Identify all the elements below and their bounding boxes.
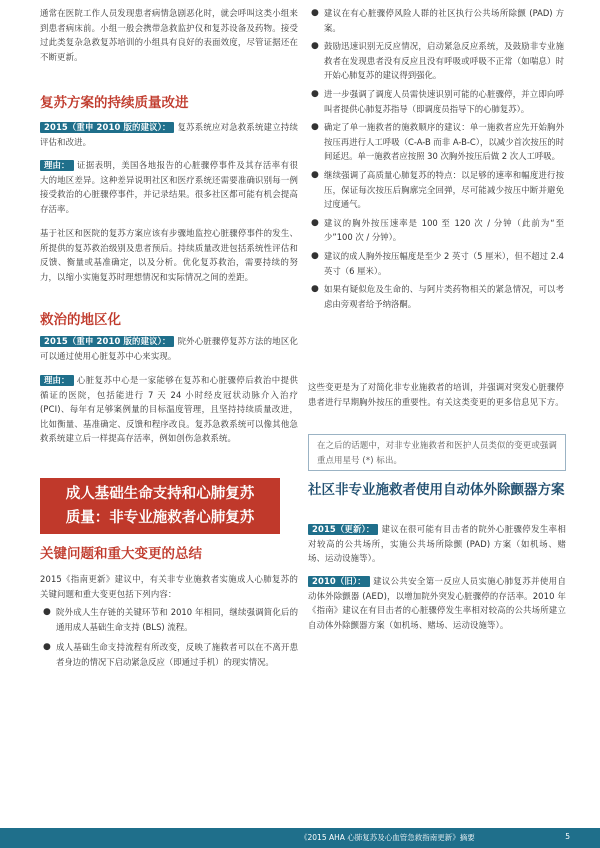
key-change-bullet [308,216,564,245]
changes-summary-paragraph: 这些变更是为了对简化非专业施救者的培训，并强调对突发心脏骤停患者进行早期胸外按压的重要性。有关这类变更的更多信息见下方。 [308,382,564,407]
bullet-icon: ● [311,88,319,99]
bullet-icon: ● [311,8,319,18]
banner-line-2: 质量：非专业施救者心肺复苏 [65,510,255,526]
bullet-text: 继续强调了高质量心肺复苏的特点：以足够的速率和幅度进行按压，保证每次按压后胸廓完全回弹，尽可能减少按压中断并避免过度通气。 [324,169,564,210]
banner-line-1: 成人基础生命支持和心肺复苏 [65,486,255,502]
bullet-text: 建议的胸外按压速率是 100 至 120 次 / 分钟（此前为“至少”100 次 / 分钟）。 [324,217,564,243]
bullet-text: 建议在有心脏骤停风险人群的社区执行公共场所除颤 (PAD) 方案。 [324,8,564,33]
key-change-bullet [308,6,564,35]
old-tag: 2010（旧）： [308,576,370,587]
bullet-text: 建议的成人胸外按压幅度是至少 2 英寸（5 厘米），但不超过 2.4 英寸（6 厘米）。 [324,250,564,276]
summary-intro: 2015《指南更新》建议中，有关非专业施救者实施成人心肺复苏的关键问题和重大变更包括下列内容： [40,574,298,599]
bullet-icon: ● [311,41,319,52]
aed-recommendation-2010 [308,574,566,632]
quality-recommendation [40,120,298,149]
update-tag: 2015（更新）： [308,524,378,535]
bullet-text: 成人基础生命支持流程有所改变，反映了施救者可以在不离开患者身边的情况下启动紧急反应（即通过手机）的现实情况。 [56,642,298,667]
section-banner [40,478,280,534]
regionalization-reason [40,373,298,446]
recommendation-tag: 2015（重申 2010 版的建议）： [40,122,174,133]
reason-tag: 理由： [40,375,74,386]
section-heading-aed: 社区非专业施救者使用自动体外除颤器方案 [308,482,565,498]
reason-tag: 理由： [40,160,74,171]
summary-bullet-list [40,605,298,669]
bullet-text: 如果有疑似危及生命的、与阿片类药物相关的紧急情况，可以考虑由旁观者给予纳洛酮。 [324,284,564,309]
bullet-icon: ● [311,250,319,261]
section-heading-summary: 关键问题和重大变更的总结 [40,546,202,562]
quality-paragraph: 基于社区和医院的复苏方案应该有步骤地监控心脏骤停事件的发生、所提供的复苏救治级别及患者预后。持续质量改进包括系统性评估和反馈、衡量或基准确定，以及分析。优化复苏救治，需要持续的努力，以缩小实施复苏时理想情况和实际情况之间的差距。 [40,228,298,282]
key-change-bullet [308,39,564,83]
bullet-icon: ● [43,607,51,617]
aed-recommendation-2015 [308,522,566,566]
key-change-bullet [308,87,564,116]
recommendation-text: 院外心脏骤停复苏方法的地区化可以通过使用心脏复苏中心来实现。 [40,336,298,361]
bullet-icon: ● [43,642,51,653]
page-footer [0,828,600,848]
regionalization-recommendation [40,334,298,363]
bullet-icon: ● [311,217,319,228]
reason-text: 心脏复苏中心是一家能够在复苏和心脏骤停后救治中提供循证的医院，包括能进行 7 天 24 小时经皮冠状动脉介入治疗 (PCI)、每年有足够案例量的目标温度管理，且坚持持续质量改进，比如衡量、基准确定、反馈和程序改良。复苏急救系统可以像其他急救系统建立后一样提高存活率，例如创伤急救系统。 [40,375,298,444]
page-number: 5 [565,832,570,841]
bullet-icon: ● [311,169,319,180]
reason-text: 证据表明，美国各地报告的心脏骤停事件及其存活率有很大的地区差异。这种差异说明社区和医疗系统还需要准确识别每一例接受救治的心脏骤停事件，并记录结果。很多社区都可能有机会提高存活率。 [40,160,298,214]
bullet-text: 进一步强调了调度人员需快速识别可能的心脏骤停，并立即向呼叫者提供心肺复苏指导（即调度员指导下的心肺复苏）。 [324,88,564,114]
intro-paragraph: 通常在医院工作人员发现患者病情急剧恶化时，就会呼叫这类小组来到患者病床前。小组一般会携带急救监护仪和复苏设备及药物。接受过此类复杂急救复苏培训的小组具有良好的表面效度，尽管证据还在不断更新。 [40,8,298,62]
key-changes-bullet-list [308,6,564,311]
bullet-icon: ● [311,122,319,133]
summary-bullet [40,640,298,669]
summary-bullet [40,605,298,634]
bullet-icon: ● [311,284,319,295]
recommendation-text: 复苏系统应对急救系统建立持续评估和改进。 [40,122,298,147]
section-heading-regionalization: 救治的地区化 [40,312,121,328]
key-change-bullet [308,168,564,212]
key-change-bullet [308,120,564,164]
recommendation-tag: 2015（重申 2010 版的建议）： [40,336,174,347]
recommendation-text: 建议公共安全第一反应人员实施心肺复苏并使用自动体外除颤器 (AED)，以增加院外突发心脏骤停的存活率。2010 年《指南》建议在有目击者的心脏骤停发生率相对较高的公共场所建立自动体外除颤器方案（如机场、赌场、运动设施等）。 [308,576,566,630]
asterisk-note-text: 在之后的话题中，对非专业施救者和医护人员类似的变更或强调重点用星号 (*) 标出。 [317,440,557,465]
asterisk-note-box [308,434,566,471]
key-change-bullet [308,249,564,278]
bullet-text: 院外成人生存链的关键环节和 2010 年相同，继续强调简化后的通用成人基础生命支持 (BLS) 流程。 [56,607,298,632]
key-change-bullet [308,282,564,311]
section-heading-quality: 复苏方案的持续质量改进 [40,95,189,111]
bullet-text: 鼓励迅速识别无反应情况，启动紧急反应系统，及鼓励非专业施救者在发现患者没有反应且没有呼吸或呼吸不正常（如喘息）时开始心肺复苏的建议得到强化。 [324,41,564,81]
recommendation-text: 建议在很可能有目击者的院外心脏骤停发生率相对较高的公共场所，实施公共场所除颤 (PAD) 方案（如机场、赌场、运动设施等）。 [308,524,566,564]
bullet-text: 确定了单一施救者的施救顺序的建议：单一施救者应先开始胸外按压再进行人工呼吸（C-A-B 而非 A-B-C），以减少首次按压的时间延迟。单一施救者应按照 30 次胸外按压后做 2 次人工呼吸。 [324,122,564,162]
footer-title: 《2015 AHA 心肺复苏及心血管急救指南更新》摘要 [300,833,475,842]
quality-reason [40,158,298,216]
